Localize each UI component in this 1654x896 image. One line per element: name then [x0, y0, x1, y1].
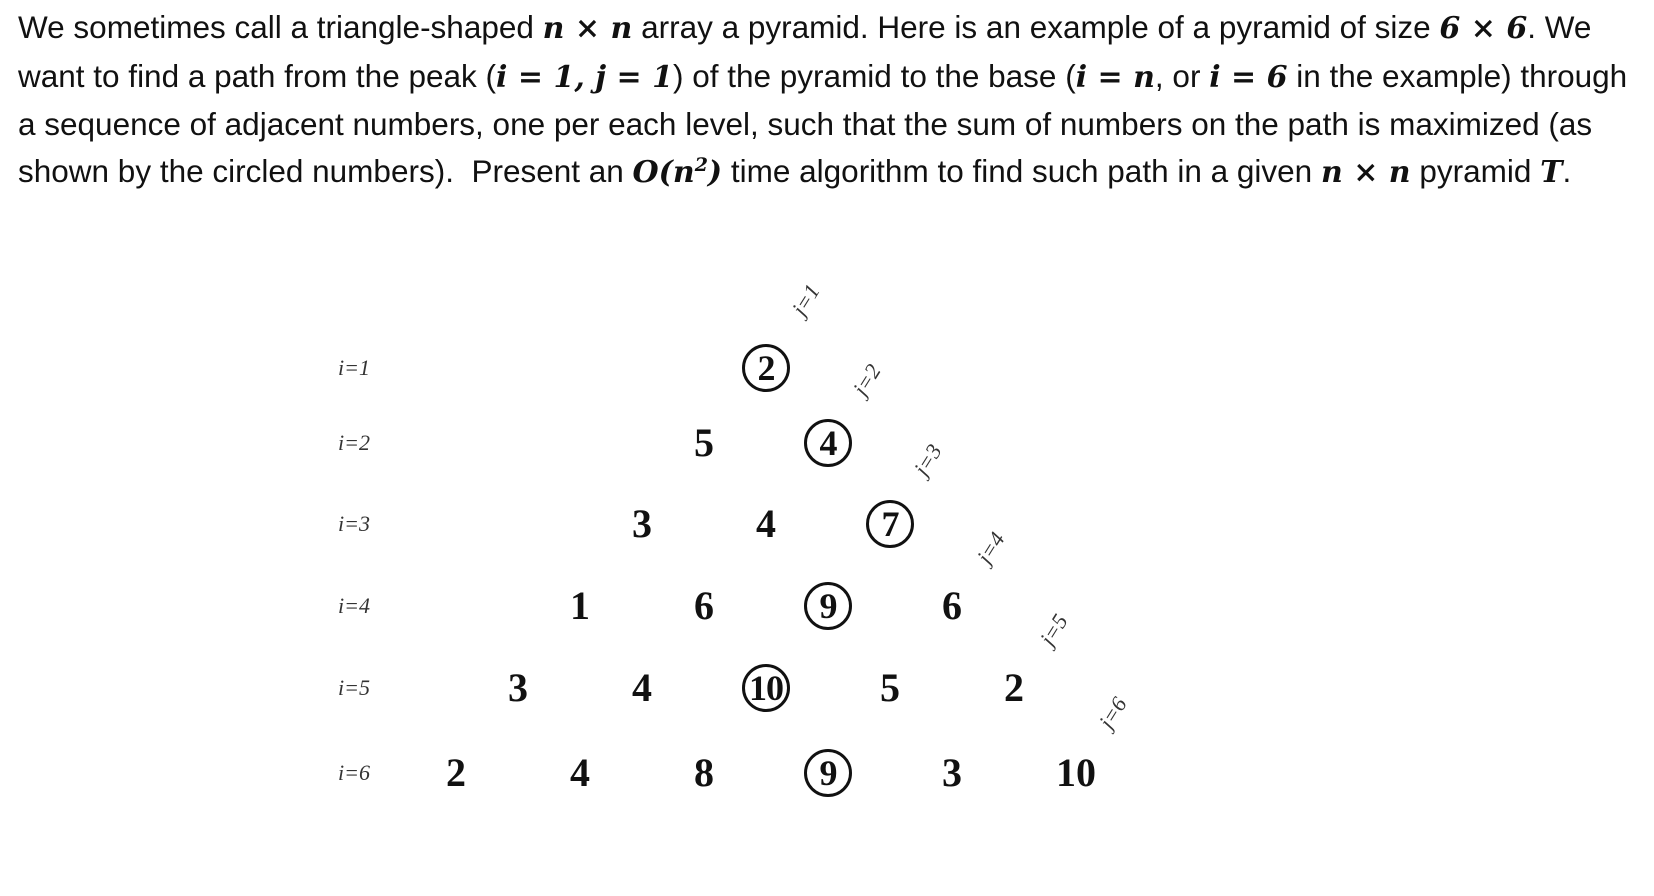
statement-text: , or [1154, 57, 1210, 94]
row-label-6: i=6 [338, 760, 370, 785]
pyramid-cell: 3 [632, 501, 652, 546]
statement-text: ) of the pyramid to the base ( [672, 57, 1076, 94]
statement-text: array a pyramid. Here is an example of a pyramid of size [632, 9, 1440, 45]
math-superscript: 2 [694, 153, 708, 176]
path-cell-circled: 9 [804, 582, 852, 630]
column-label-4: j=4 [971, 527, 1010, 568]
math-expression: n × n [1320, 154, 1411, 190]
math-closing: ) [707, 154, 723, 190]
math-expression: 6 × 6 [1439, 11, 1528, 46]
statement-text: time algorithm to find such path in a given [722, 152, 1321, 189]
statement-text: . [1562, 152, 1572, 189]
statement-text: . We want to find a path from the peak ( [18, 9, 1601, 94]
column-label-3: j=3 [908, 439, 947, 480]
pyramid-cell: 4 [570, 750, 590, 795]
path-cell-circled: 10 [742, 664, 790, 712]
math-expression: n × n [542, 11, 633, 46]
pyramid-cell: 2 [1004, 665, 1024, 710]
pyramid-cell: 3 [942, 750, 962, 795]
column-label-1: j=1 [786, 279, 825, 320]
statement-text: in the example) through a sequence of adjacent numbers, one per each level, such that the sum of numbers on the path is maximized (as shown by the circled numbers). Present an [18, 57, 1636, 189]
math-expression: i = 6 [1209, 59, 1288, 95]
row-label-5: i=5 [338, 675, 370, 700]
pyramid-cell: 5 [880, 665, 900, 710]
pyramid-cell: 3 [508, 665, 528, 710]
pyramid-cell: 5 [694, 420, 714, 465]
path-cell-circled: 2 [742, 344, 790, 392]
statement-text: pyramid [1410, 152, 1541, 189]
column-label-6: j=6 [1093, 692, 1132, 733]
pyramid-cell: 6 [694, 583, 714, 628]
column-label-5: j=5 [1034, 609, 1073, 650]
pyramid-cell: 1 [570, 583, 590, 628]
pyramid-cell: 6 [942, 583, 962, 628]
row-label-2: i=2 [338, 430, 370, 455]
math-expression: i = n [1075, 59, 1155, 95]
pyramid-cell: 10 [1056, 750, 1096, 795]
row-label-4: i=4 [338, 593, 370, 618]
pyramid-cell: 2 [446, 750, 466, 795]
path-cell-circled: 9 [804, 749, 852, 797]
math-expression: T [1540, 154, 1563, 190]
math-expression: $O(n^2)$ [632, 153, 723, 190]
row-label-3: i=3 [338, 511, 370, 536]
path-cell-circled: 7 [866, 500, 914, 548]
column-label-2: j=2 [847, 359, 886, 400]
math-expression: i = 1, j = 1 [496, 59, 673, 95]
row-label-1: i=1 [338, 355, 370, 380]
pyramid-cell: 8 [694, 750, 714, 795]
path-cell-circled: 4 [804, 419, 852, 467]
pyramid-cell: 4 [756, 501, 776, 546]
pyramid-cell: 4 [632, 665, 652, 710]
statement-text: We sometimes call a triangle-shaped [18, 9, 543, 45]
